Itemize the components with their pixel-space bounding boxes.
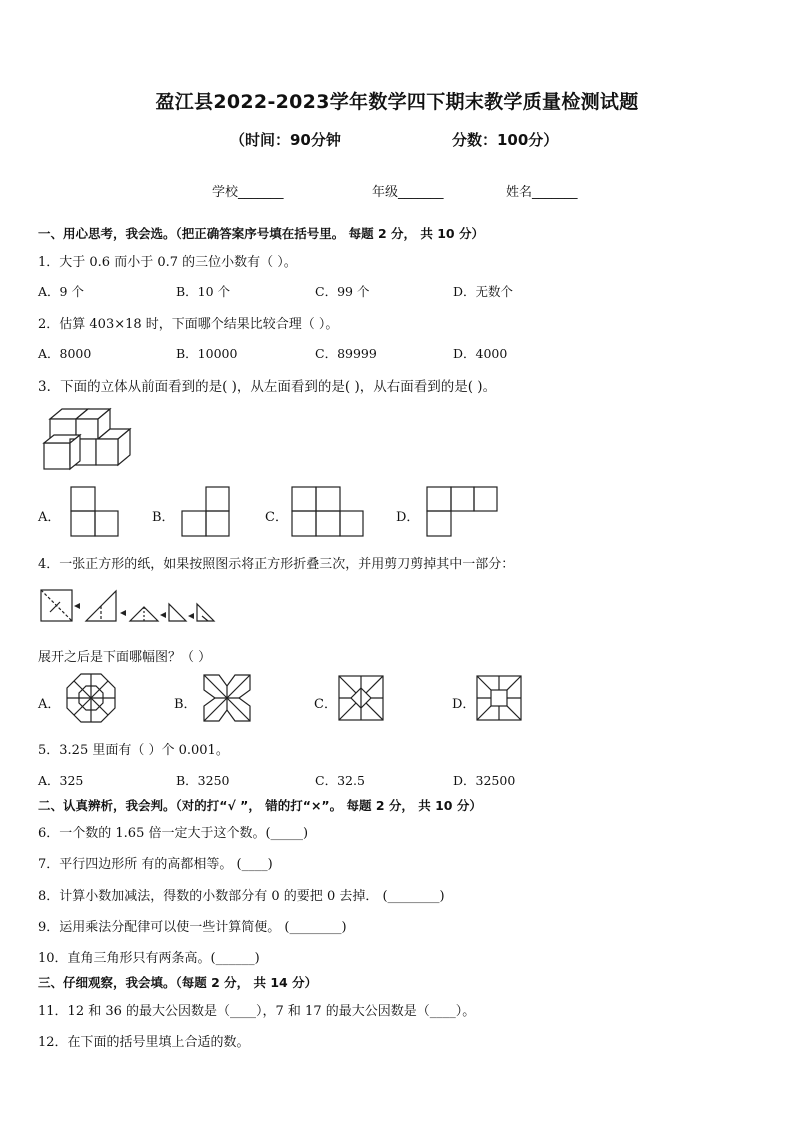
q4-option-a: A．	[38, 697, 61, 712]
q2-option-c: C．89999	[315, 346, 377, 361]
section-2-heading: 二、认真辨析，我会判。（对的打“√ ”， 错的打“×”。 每题 2 分， 共 10 分）	[38, 798, 482, 813]
section-1-heading: 一、用心思考，我会选。（把正确答案序号填在括号里。 每题 2 分， 共 10 分）	[38, 226, 484, 241]
q4-option-d: D．	[452, 697, 476, 712]
q2-option-b: B．10000	[176, 346, 238, 361]
q3-option-d: D．	[396, 510, 420, 525]
q1-option-a: A．9 个	[38, 284, 84, 299]
q3-view-d	[426, 486, 501, 538]
question-11: 11．12 和 36 的最大公因数是（____），7 和 17 的最大公因数是（____）。	[38, 1004, 476, 1019]
question-4-prompt: 展开之后是下面哪幅图？（ ）	[38, 650, 212, 665]
question-10: 10．直角三角形只有两条高。(______)	[38, 951, 260, 966]
q1-option-c: C．99 个	[315, 284, 370, 299]
question-6: 6．一个数的 1.65 倍一定大于这个数。(_____)	[38, 826, 309, 841]
grade-field: 年级_______	[372, 185, 444, 200]
q5-option-b: B．3250	[176, 773, 230, 788]
q3-view-c	[291, 486, 366, 538]
q4-pattern-b	[203, 674, 251, 722]
folding-sequence-figure	[40, 588, 220, 626]
question-4: 4．一张正方形的纸，如果按照图示将正方形折叠三次，并用剪刀剪掉其中一部分：	[38, 557, 515, 572]
q2-option-d: D．4000	[453, 346, 508, 361]
exam-time: （时间：90分钟	[230, 131, 341, 149]
q4-option-b: B．	[174, 697, 197, 712]
question-7: 7．平行四边形所 有的高都相等。 (____)	[38, 857, 273, 872]
section-3-heading: 三、仔细观察，我会填。（每题 2 分， 共 14 分）	[38, 975, 318, 990]
q1-option-d: D．无数个	[453, 284, 514, 299]
name-field: 姓名_______	[506, 185, 578, 200]
question-2: 2．估算 403×18 时，下面哪个结果比较合理（ ）。	[38, 317, 339, 332]
q4-option-c: C．	[314, 697, 337, 712]
q5-option-a: A．325	[38, 773, 84, 788]
q3-option-a: A．	[38, 510, 61, 525]
q3-view-a	[70, 486, 120, 538]
q1-option-b: B．10 个	[176, 284, 231, 299]
question-12: 12．在下面的括号里填上合适的数。	[38, 1035, 250, 1050]
cube-solid-figure	[40, 405, 135, 475]
question-5: 5．3.25 里面有（ ）个 0.001。	[38, 743, 229, 758]
school-field: 学校_______	[212, 185, 284, 200]
q4-pattern-c	[338, 675, 384, 721]
exam-score: 分数：100分）	[452, 131, 559, 149]
q4-pattern-a	[66, 673, 116, 723]
q4-pattern-d	[476, 675, 522, 721]
q3-option-b: B．	[152, 510, 175, 525]
q5-option-d: D．32500	[453, 773, 516, 788]
question-9: 9．运用乘法分配律可以使一些计算简便。 (________)	[38, 920, 347, 935]
page-title: 盈江县2022-2023学年数学四下期末教学质量检测试题	[155, 91, 639, 113]
q5-option-c: C．32.5	[315, 773, 365, 788]
question-3: 3．下面的立体从前面看到的是( )，从左面看到的是( )，从右面看到的是( )。	[38, 379, 497, 395]
q3-view-b	[181, 486, 231, 538]
q2-option-a: A．8000	[38, 346, 92, 361]
question-1: 1．大于 0.6 而小于 0.7 的三位小数有（ ）。	[38, 255, 297, 270]
question-8: 8．计算小数加减法，得数的小数部分有 0 的要把 0 去掉． (________)	[38, 889, 445, 904]
q3-option-c: C．	[265, 510, 288, 525]
